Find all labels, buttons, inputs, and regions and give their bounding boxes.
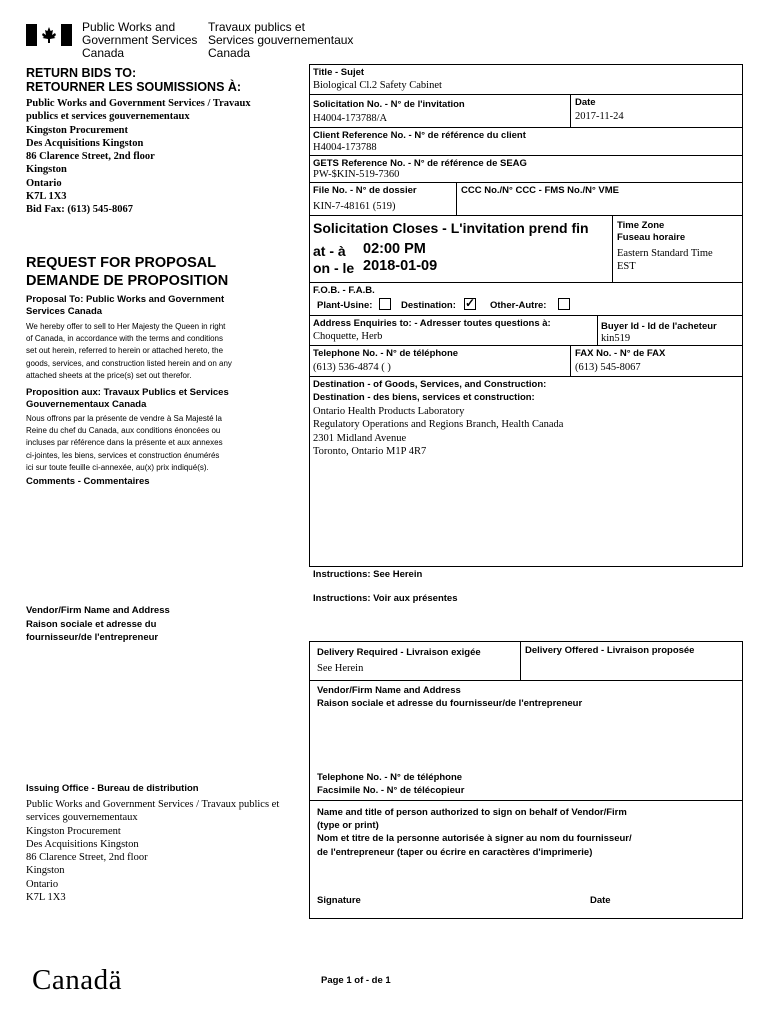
destination-label: Destination: xyxy=(401,300,456,311)
dept-name-en: Public Works and Government Services Canada xyxy=(82,20,198,60)
vendor-left-label: Vendor/Firm Name and Address Raison sociale et adresse du fournisseur/de l'entrepreneur xyxy=(26,605,170,643)
title-value: Biological Cl.2 Safety Cabinet xyxy=(313,80,442,91)
proposition-text: Nous offrons par la présente de vendre à Sa Majesté la Reine du chef du Canada, aux conditions énoncées ou incluses par référence dans la présente et aux annexes ci-jointes, les biens, services et construction énumérés ici sur toute feuille ci-annexée, au(x) prix indiqué(s). xyxy=(26,414,223,472)
page-number: Page 1 of - de 1 xyxy=(321,975,391,986)
gets-label: GETS Reference No. - N° de référence de SEAG xyxy=(313,158,527,169)
file-value: KIN-7-48161 (519) xyxy=(313,201,396,212)
other-checkbox[interactable] xyxy=(558,298,570,310)
destination-checkbox[interactable] xyxy=(464,298,476,310)
solicitation-label: Solicitation No. - N° de l'invitation xyxy=(313,99,465,110)
date-value: 2017-11-24 xyxy=(575,111,624,122)
address-enquiries-value: Choquette, Herb xyxy=(313,331,383,342)
fax-label: FAX No. - N° de FAX xyxy=(575,348,666,359)
issuing-office-address: Public Works and Government Services / Travaux publics et services gouvernementaux Kingston Procurement Des Acquisitions Kingston 86 Clarence Street, 2nd floor Kingston Ontario K7L 1X3 xyxy=(26,799,280,904)
address-enquiries-label: Address Enquiries to: - Adresser toutes questions à: xyxy=(313,318,551,329)
delivery-required-value: See Herein xyxy=(317,663,364,674)
date-label: Date xyxy=(575,97,596,108)
closing-time-value: 02:00 PM xyxy=(363,241,426,257)
vendor-phone-labels: Telephone No. - N° de téléphone Facsimile No. - N° de télécopieur xyxy=(317,772,465,796)
dept-name-fr: Travaux publics et Services gouvernementaux Canada xyxy=(208,20,354,60)
checkmark-icon: ✓ xyxy=(465,296,476,310)
plant-checkbox[interactable] xyxy=(379,298,391,310)
buyer-id-label: Buyer Id - Id de l'acheteur xyxy=(601,321,717,332)
fax-value: (613) 545-8067 xyxy=(575,362,641,373)
comments-label: Comments - Commentaires xyxy=(26,476,150,487)
canada-flag-icon xyxy=(26,24,72,46)
timezone-value: Eastern Standard Time EST xyxy=(617,248,713,272)
vendor-right-label: Vendor/Firm Name and Address Raison sociale et adresse du fournisseur/de l'entrepreneur xyxy=(317,685,583,709)
closing-date-value: 2018-01-09 xyxy=(363,258,438,274)
buyer-id-value: kin519 xyxy=(601,333,631,344)
telephone-value: (613) 536-4874 ( ) xyxy=(313,362,391,373)
issuing-office-label: Issuing Office - Bureau de distribution xyxy=(26,783,199,794)
fob-label: F.O.B. - F.A.B. xyxy=(313,285,375,296)
proposal-to-label: Proposal To: Public Works and Government Services Canada xyxy=(26,294,225,317)
ccc-label: CCC No./N° CCC - FMS No./N° VME xyxy=(461,185,620,196)
gets-value: PW-$KIN-519-7360 xyxy=(313,169,400,180)
plant-label: Plant-Usine: xyxy=(317,300,373,311)
client-ref-value: H4004-173788 xyxy=(313,142,377,153)
destination-goods-label: Destination - of Goods, Services, and Construction: Destination - des biens, services et construction: xyxy=(313,379,547,403)
other-label: Other-Autre: xyxy=(490,300,547,311)
title-label: Title - Sujet xyxy=(313,67,365,78)
delivery-required-label: Delivery Required - Livraison exigée xyxy=(317,647,481,658)
instructions-fr: Instructions: Voir aux présentes xyxy=(313,593,458,604)
destination-goods-address: Ontario Health Products Laboratory Regulatory Operations and Regions Branch, Health Canada 2301 Midland Avenue Toronto, Ontario M1P 4R7 xyxy=(313,406,564,457)
on-label: on - le xyxy=(313,260,355,276)
telephone-label: Telephone No. - N° de téléphone xyxy=(313,348,459,359)
signature-date-label: Date xyxy=(590,895,611,906)
proposition-label: Proposition aux: Travaux Publics et Services Gouvernementaux Canada xyxy=(26,387,229,410)
canada-wordmark: Canadä xyxy=(32,964,122,996)
proposal-to-text: We hereby offer to sell to Her Majesty the Queen in right of Canada, in accordance with the terms and conditions set out herein, referred to herein or attached hereto, the goods, services, and construction listed herein and on any attached sheets at the price(s) set out therefor. xyxy=(26,322,232,380)
rfp-title: REQUEST FOR PROPOSAL DEMANDE DE PROPOSITION xyxy=(26,255,229,289)
authorized-signer-label: Name and title of person authorized to sign on behalf of Vendor/Firm (type or print) Nom et titre de la personne autorisée à signer au nom du fournisseur/ de l'entrepreneur (taper ou écrire en caractères d'imprimerie) xyxy=(317,807,632,858)
signature-label: Signature xyxy=(317,895,361,906)
timezone-label: Time Zone Fuseau horaire xyxy=(617,220,686,243)
closes-title: Solicitation Closes - L'invitation prend fin xyxy=(313,220,589,236)
solicitation-value: H4004-173788/A xyxy=(313,113,388,124)
at-label: at - à xyxy=(313,243,346,259)
client-ref-label: Client Reference No. - N° de référence du client xyxy=(313,130,526,141)
return-bids-title: RETURN BIDS TO: RETOURNER LES SOUMISSIONS À: xyxy=(26,66,242,94)
file-label: File No. - N° de dossier xyxy=(313,185,417,196)
return-bids-address: Public Works and Government Services / Travaux publics et services gouvernementaux Kingston Procurement Des Acquisitions Kingston 86 Clarence Street, 2nd floor Kingston Ontario K7L 1X3 Bid Fax: (613) 545-8067 xyxy=(26,98,251,216)
instructions-en: Instructions: See Herein xyxy=(313,569,423,580)
delivery-offered-label: Delivery Offered - Livraison proposée xyxy=(525,645,695,656)
